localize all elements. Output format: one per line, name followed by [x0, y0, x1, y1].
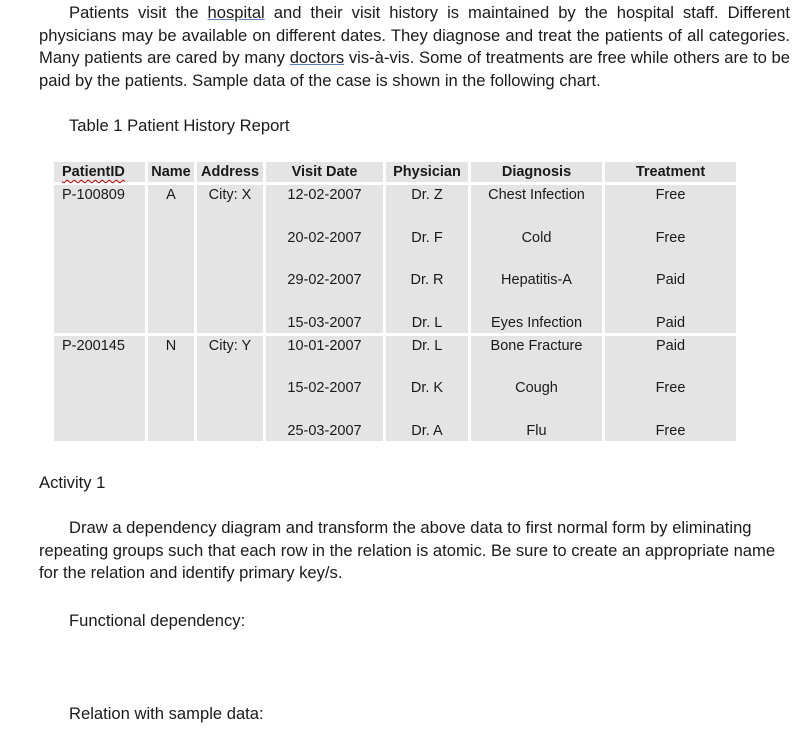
patient-name: A — [166, 187, 176, 203]
visit-date: 10-01-2007 — [287, 337, 362, 354]
visit-date: 15-02-2007 — [287, 380, 362, 396]
patient-id-cell — [54, 185, 145, 333]
table-header-row — [54, 162, 736, 182]
patient-history-table — [51, 159, 739, 444]
intro-paragraph — [39, 2, 790, 92]
diagnosis-cell — [471, 185, 602, 333]
physician: Dr. Z — [411, 187, 443, 203]
header-physician: Physician — [386, 162, 468, 182]
visit-date: 25-03-2007 — [287, 422, 362, 439]
header-treatment: Treatment — [605, 162, 736, 182]
treatment: Paid — [655, 314, 686, 331]
physician: Dr. L — [411, 337, 443, 354]
treatment-cell — [605, 185, 736, 333]
diagnosis-cell — [471, 336, 602, 441]
header-patient-id — [54, 162, 145, 182]
physician-cell — [386, 185, 468, 333]
patient-id: P-100809 — [62, 187, 125, 203]
name-cell — [148, 185, 194, 333]
activity-heading: Activity 1 — [39, 473, 106, 492]
address-cell — [197, 336, 263, 441]
treatment-cell — [605, 336, 736, 441]
physician-cell — [386, 336, 468, 441]
header-name: Name — [148, 162, 194, 182]
header-visit-date: Visit Date — [266, 162, 383, 182]
diagnosis: Chest Infection — [488, 187, 585, 203]
visit-date: 29-02-2007 — [287, 272, 362, 288]
intro-text-1: Patients visit the — [69, 3, 208, 22]
header-diagnosis: Diagnosis — [471, 162, 602, 182]
visit-date: 15-03-2007 — [287, 314, 362, 331]
treatment: Free — [655, 229, 686, 246]
treatment: Paid — [655, 272, 686, 288]
physician: Dr. R — [410, 272, 444, 288]
table-row — [54, 336, 736, 441]
physician: Dr. K — [410, 380, 444, 396]
patient-address: City: Y — [208, 337, 252, 354]
diagnosis: Eyes Infection — [490, 314, 583, 331]
visit-date-cell — [266, 336, 383, 441]
visit-date-cell — [266, 185, 383, 333]
treatment: Free — [655, 380, 686, 396]
intro-text-2: and their visit history is maintained by the hospital staff. Different physicians may be available on different dates. They diagnose and treat the patients of all categories. Many patients are cared by many — [39, 3, 790, 67]
treatment: Paid — [655, 337, 686, 354]
patient-id-cell — [54, 336, 145, 441]
table-caption: Table 1 Patient History Report — [69, 116, 290, 135]
doctors-link[interactable]: doctors — [289, 48, 345, 67]
hospital-link[interactable]: hospital — [207, 3, 265, 22]
physician: Dr. A — [411, 422, 443, 439]
address-cell — [197, 185, 263, 333]
diagnosis: Hepatitis-A — [501, 272, 572, 288]
activity-instructions: Draw a dependency diagram and transform the above data to first normal form by eliminating repeating groups such that each row in the relation is atomic. Be sure to create an appropriate name for the relation and identify primary key/s. — [39, 518, 776, 582]
physician: Dr. F — [411, 229, 443, 246]
functional-dependency-label: Functional dependency: — [69, 611, 246, 630]
diagnosis: Cold — [521, 229, 552, 246]
patient-address: City: X — [208, 187, 252, 203]
diagnosis: Flu — [526, 422, 547, 439]
diagnosis: Cough — [515, 380, 558, 396]
intro-text-3: vis-à-vis. Some of treatments are free while others are to be paid by the patients. Sample data of the case is shown in the following chart. — [39, 48, 791, 90]
header-address: Address — [197, 162, 263, 182]
table-row — [54, 185, 736, 333]
relation-label: Relation with sample data: — [69, 704, 264, 723]
visit-date: 12-02-2007 — [287, 187, 362, 203]
diagnosis: Bone Fracture — [490, 337, 583, 354]
treatment: Free — [655, 422, 686, 439]
patient-id: P-200145 — [62, 337, 125, 354]
header-patient-id-label: PatientID — [62, 164, 125, 180]
treatment: Free — [655, 187, 686, 203]
visit-date: 20-02-2007 — [287, 229, 362, 246]
patient-name: N — [165, 337, 177, 354]
name-cell — [148, 336, 194, 441]
physician: Dr. L — [411, 314, 443, 331]
